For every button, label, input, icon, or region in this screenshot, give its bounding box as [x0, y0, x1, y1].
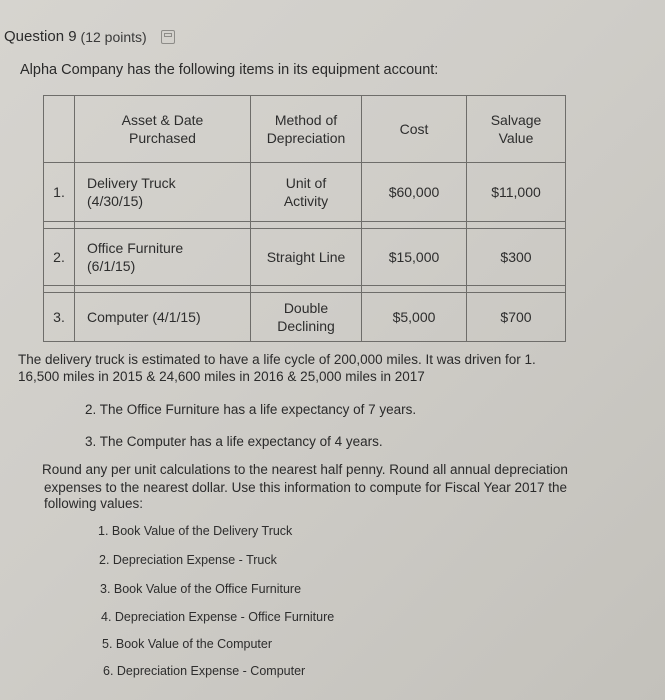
- rounding-note-line2: expenses to the nearest dollar. Use this information to compute for Fiscal Year 2017 the: [44, 480, 568, 495]
- row-method-line2: Declining: [277, 318, 335, 334]
- header-salvage-line1: Salvage: [490, 111, 542, 128]
- header-salvage-line2: Value: [498, 130, 534, 146]
- row-method: Straight Line: [251, 229, 362, 286]
- furniture-note: 2. The Office Furniture has a life expectancy of 7 years.: [85, 402, 417, 417]
- row-asset: [75, 229, 251, 286]
- spacer-cell: [75, 222, 251, 229]
- header-asset-line1: Asset & Date: [121, 111, 204, 128]
- truck-note-line2: 16,500 miles in 2015 & 24,600 miles in 2016 & 25,000 miles in 2017: [18, 369, 425, 384]
- list-item: 1. Book Value of the Delivery Truck: [98, 524, 293, 538]
- header-cost: Cost: [362, 96, 467, 163]
- row-salvage: $300: [467, 229, 566, 286]
- row-asset-line1: Office Furniture: [87, 239, 184, 256]
- row-number: 3.: [44, 293, 75, 342]
- row-asset-line2: (4/30/15): [87, 193, 144, 209]
- row-asset: Computer (4/1/15): [75, 293, 251, 342]
- table-row: [44, 229, 566, 286]
- row-cost: $5,000: [362, 293, 467, 342]
- truck-note-line1: The delivery truck is estimated to have a life cycle of 200,000 miles. It was driven for 1.: [18, 352, 536, 367]
- row-number: 1.: [44, 163, 75, 222]
- header-method-line2: Depreciation: [266, 130, 346, 146]
- spacer-cell: [44, 222, 75, 229]
- row-salvage: $700: [467, 293, 566, 342]
- spacer-cell: [362, 286, 467, 293]
- row-asset: [75, 163, 251, 222]
- row-cost: $15,000: [362, 229, 467, 286]
- row-asset-line1: Delivery Truck: [87, 174, 176, 191]
- list-item: 6. Depreciation Expense - Computer: [103, 664, 306, 678]
- header-method: [251, 96, 362, 163]
- equipment-table: [43, 95, 566, 342]
- spacer-cell: [251, 222, 362, 229]
- row-method-line2: Activity: [283, 193, 329, 209]
- spacer-cell: [362, 222, 467, 229]
- question-points: (12 points): [80, 28, 147, 45]
- table-spacer-row: [44, 286, 566, 293]
- table-spacer-row: [44, 222, 566, 229]
- question-header: [4, 28, 175, 45]
- question-title: Question 9: [4, 28, 77, 45]
- row-method-line1: Double: [283, 299, 329, 316]
- row-asset-line2: (6/1/15): [87, 258, 136, 274]
- row-number: 2.: [44, 229, 75, 286]
- table-row: [44, 293, 566, 342]
- header-asset-line2: Purchased: [129, 130, 196, 146]
- header-number-cell: [44, 96, 75, 163]
- list-item: 5. Book Value of the Computer: [102, 637, 273, 651]
- table-header-row: [44, 96, 566, 163]
- row-method-line1: Unit of: [285, 174, 327, 191]
- header-salvage: [467, 96, 566, 163]
- table-row: [44, 163, 566, 222]
- rounding-note-line3: following values:: [44, 496, 144, 511]
- header-method-line1: Method of: [274, 111, 338, 128]
- row-method: [251, 163, 362, 222]
- spacer-cell: [467, 222, 566, 229]
- list-item: 3. Book Value of the Office Furniture: [100, 582, 302, 596]
- row-method: [251, 293, 362, 342]
- question-intro: Alpha Company has the following items in its equipment account:: [20, 62, 439, 78]
- header-asset: [75, 96, 251, 163]
- list-item: 4. Depreciation Expense - Office Furniture: [101, 610, 335, 624]
- list-item: 2. Depreciation Expense - Truck: [99, 553, 277, 567]
- spacer-cell: [467, 286, 566, 293]
- spacer-cell: [75, 286, 251, 293]
- row-cost: $60,000: [362, 163, 467, 222]
- spacer-cell: [44, 286, 75, 293]
- spacer-cell: [251, 286, 362, 293]
- row-salvage: $11,000: [467, 163, 566, 222]
- save-icon[interactable]: [161, 30, 175, 44]
- rounding-note-line1: Round any per unit calculations to the nearest half penny. Round all annual depreciation: [42, 462, 568, 477]
- computer-note: 3. The Computer has a life expectancy of 4 years.: [85, 434, 383, 449]
